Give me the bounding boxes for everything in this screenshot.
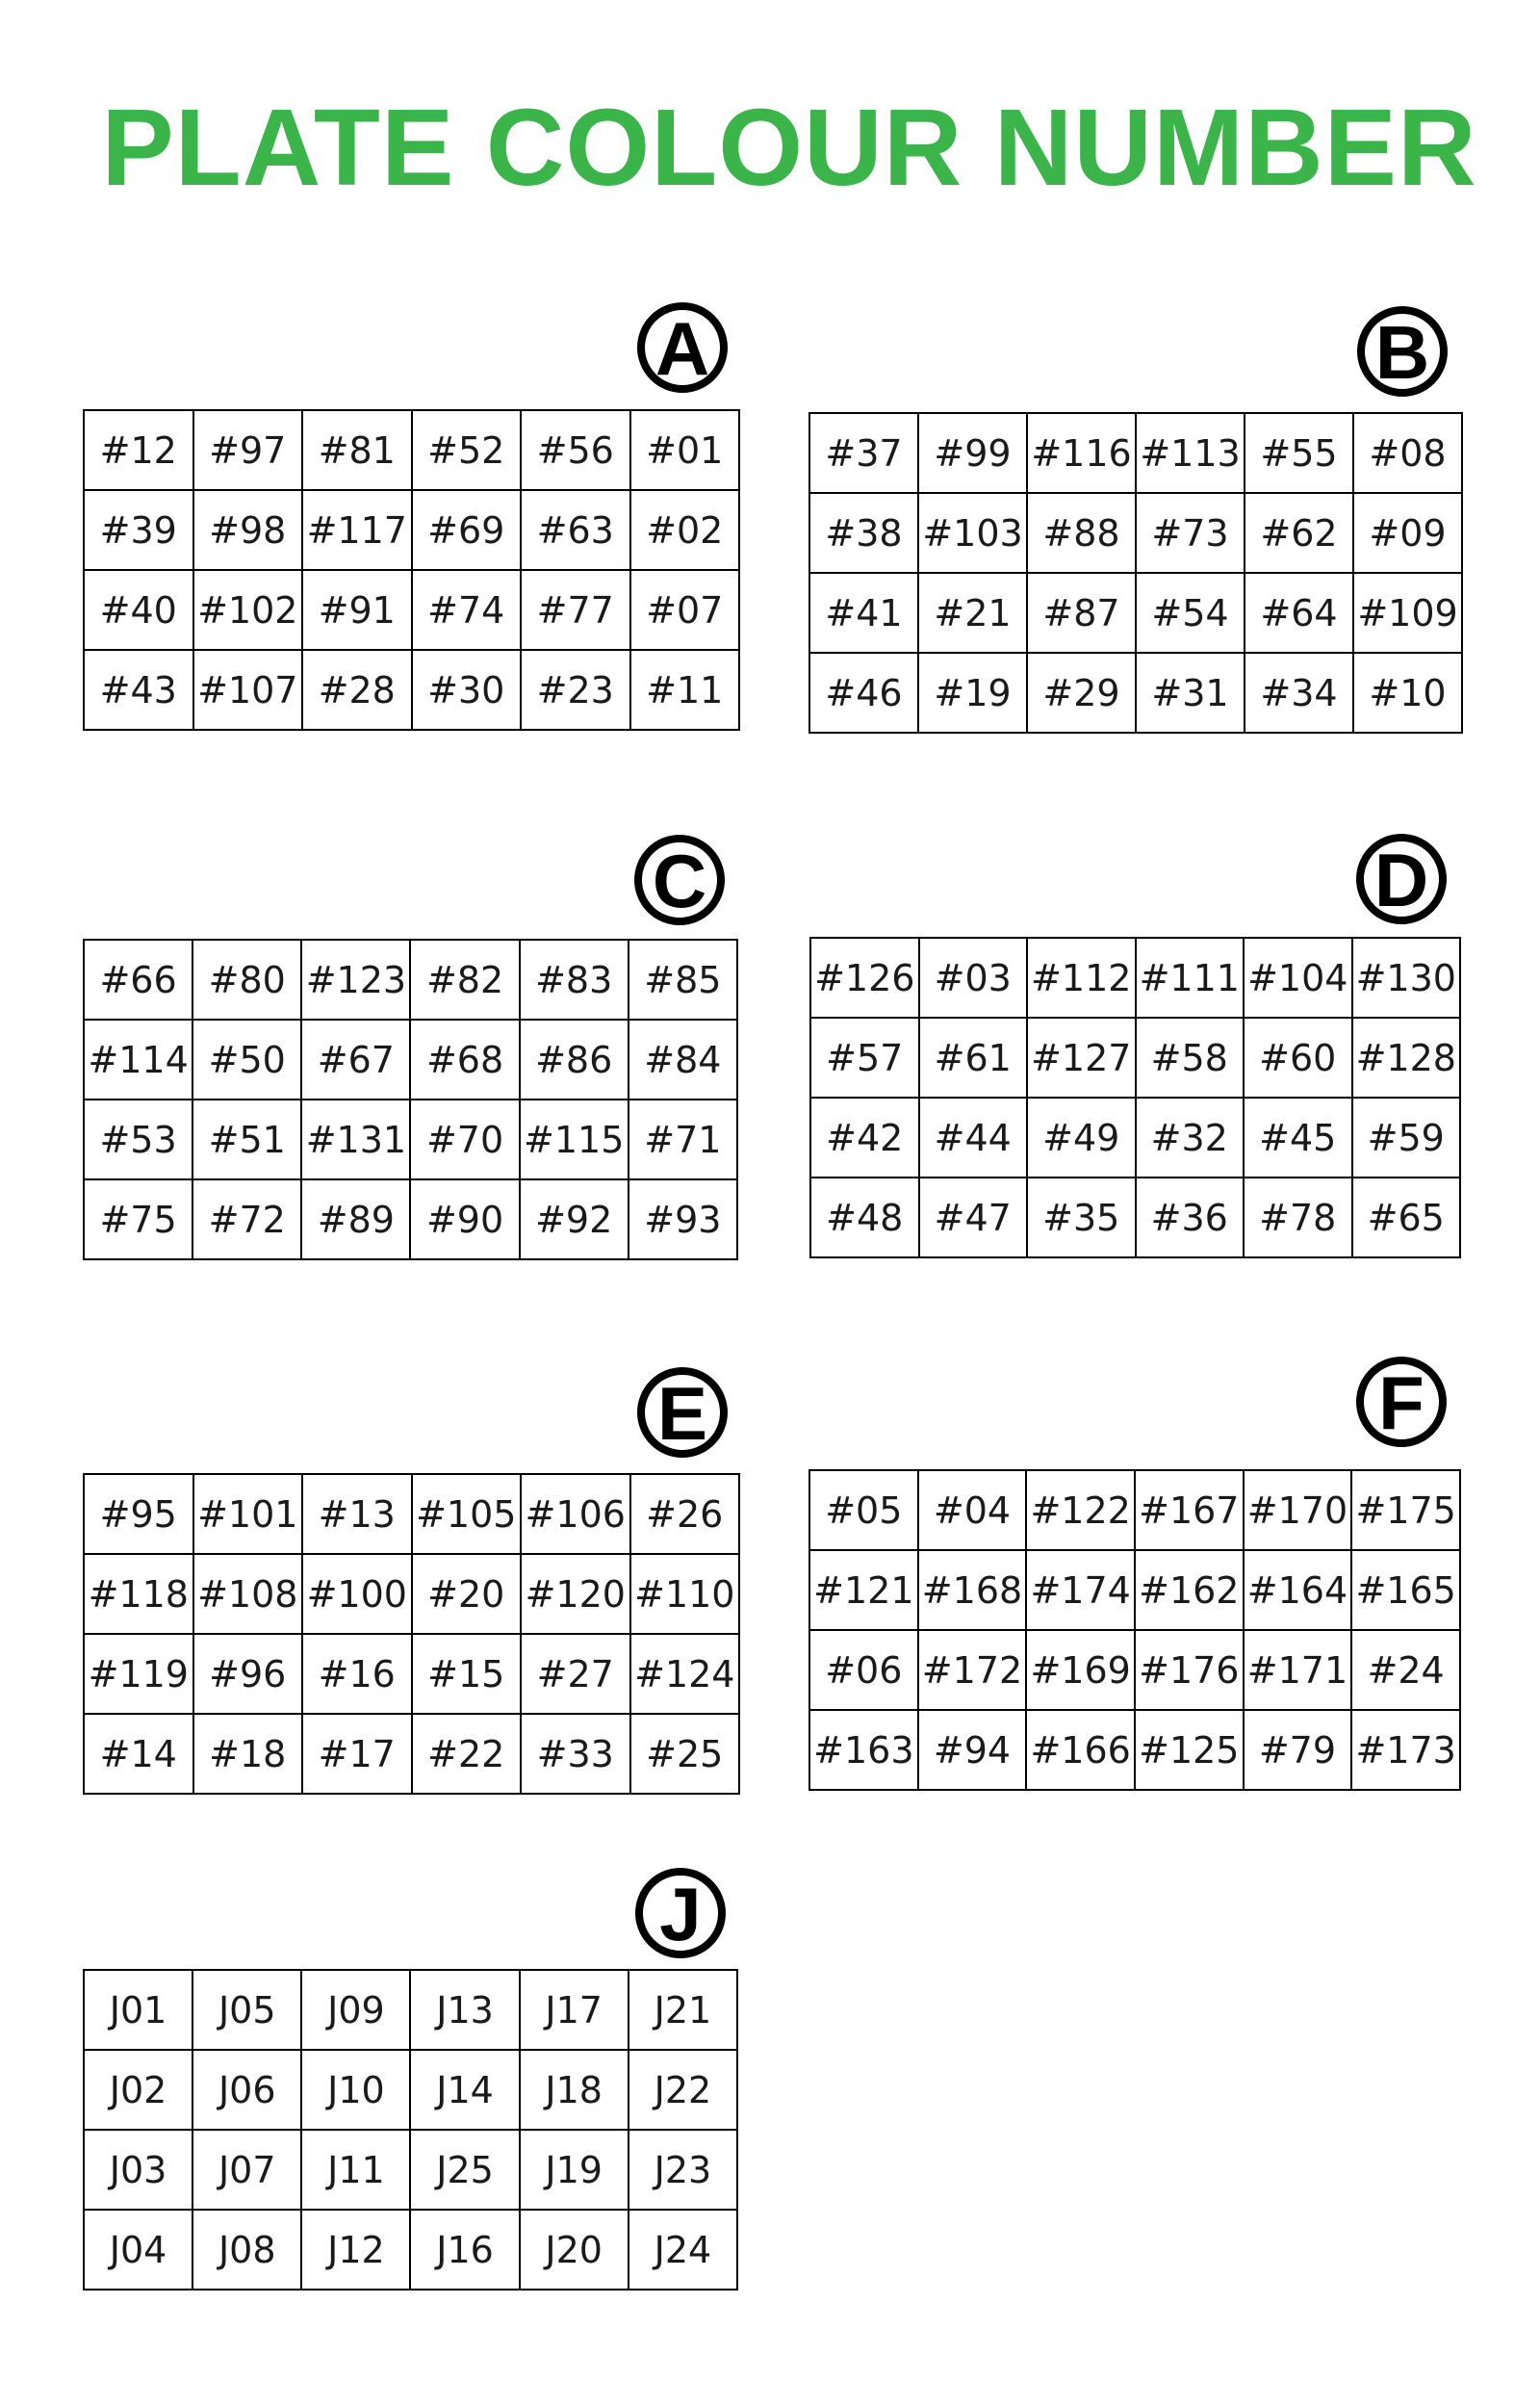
colour-number-cell: #69 (412, 490, 522, 570)
table-row (84, 1634, 739, 1714)
colour-number-cell: #35 (1027, 1178, 1136, 1257)
colour-number-cell: #22 (412, 1714, 522, 1794)
colour-number-cell: #117 (302, 490, 412, 570)
table-row (84, 1970, 737, 2050)
colour-number-cell: #57 (810, 1018, 919, 1098)
colour-number-cell: #19 (918, 653, 1027, 733)
colour-number-cell: #44 (919, 1098, 1028, 1178)
colour-number-cell: #70 (410, 1100, 519, 1179)
colour-number-cell: #24 (1351, 1630, 1460, 1710)
colour-number-cell: #124 (630, 1634, 740, 1714)
table-row (810, 938, 1460, 1018)
table-row (84, 1100, 737, 1179)
plate-table (83, 939, 738, 1260)
colour-number-cell: #102 (193, 570, 303, 650)
colour-number-cell: #68 (410, 1020, 519, 1100)
colour-number-cell: J08 (192, 2210, 301, 2290)
colour-number-cell: #116 (1027, 413, 1136, 493)
colour-number-cell: #165 (1351, 1550, 1460, 1630)
table-row (84, 2210, 737, 2290)
colour-number-cell: #66 (84, 940, 192, 1020)
table-row (84, 570, 739, 650)
colour-number-cell: #09 (1353, 493, 1462, 573)
colour-number-cell: #40 (84, 570, 193, 650)
colour-number-cell: #14 (84, 1714, 193, 1794)
colour-number-cell: #37 (809, 413, 918, 493)
colour-number-cell: #64 (1245, 573, 1353, 653)
plate-table (83, 1473, 740, 1795)
colour-number-cell: #74 (412, 570, 522, 650)
colour-number-cell: #115 (520, 1100, 629, 1179)
colour-number-cell: #118 (84, 1554, 193, 1634)
colour-number-cell: #43 (84, 650, 193, 730)
table-row (84, 1554, 739, 1634)
colour-number-cell: #10 (1353, 653, 1462, 733)
plate-table (809, 937, 1461, 1258)
colour-number-cell: #128 (1352, 1018, 1461, 1098)
colour-number-cell: #50 (192, 1020, 301, 1100)
colour-number-cell: #65 (1352, 1178, 1461, 1257)
colour-number-cell: #75 (84, 1179, 192, 1259)
table-row (84, 2130, 737, 2210)
colour-number-cell: #13 (302, 1474, 412, 1554)
plate-table (83, 1969, 738, 2291)
colour-number-cell: #163 (809, 1710, 918, 1790)
table-row (809, 1630, 1460, 1710)
colour-number-cell: #07 (630, 570, 740, 650)
colour-number-cell: #107 (193, 650, 303, 730)
colour-number-cell: #82 (410, 940, 519, 1020)
colour-number-cell: #120 (521, 1554, 630, 1634)
colour-number-cell: J05 (192, 1970, 301, 2050)
colour-number-cell: #53 (84, 1100, 192, 1179)
colour-number-cell: #11 (630, 650, 740, 730)
colour-number-cell: #77 (521, 570, 630, 650)
colour-number-cell: #84 (629, 1020, 737, 1100)
colour-number-cell: #20 (412, 1554, 522, 1634)
colour-number-cell: #127 (1027, 1018, 1136, 1098)
plate-letter-badge: C (634, 835, 725, 925)
table-row (809, 1710, 1460, 1790)
colour-number-cell: #166 (1026, 1710, 1135, 1790)
table-row (84, 490, 739, 570)
plate-letter-badge: D (1356, 834, 1447, 924)
colour-number-cell: #02 (630, 490, 740, 570)
colour-number-cell: #99 (918, 413, 1027, 493)
colour-number-cell: #28 (302, 650, 412, 730)
colour-number-cell: J10 (301, 2050, 410, 2130)
colour-number-cell: #87 (1027, 573, 1136, 653)
plate-letter-badge: E (637, 1367, 728, 1458)
table-row (84, 940, 737, 1020)
colour-number-cell: #126 (810, 938, 919, 1018)
colour-number-cell: J13 (410, 1970, 519, 2050)
colour-number-cell: #60 (1244, 1018, 1352, 1098)
colour-number-cell: #62 (1245, 493, 1353, 573)
colour-number-cell: #72 (192, 1179, 301, 1259)
colour-number-cell: #92 (520, 1179, 629, 1259)
colour-number-cell: J22 (629, 2050, 737, 2130)
colour-number-cell: #25 (630, 1714, 740, 1794)
table-row (84, 1714, 739, 1794)
colour-number-cell: #33 (521, 1714, 630, 1794)
colour-number-cell: #168 (918, 1550, 1027, 1630)
colour-number-cell: #97 (193, 410, 303, 490)
colour-number-cell: #164 (1244, 1550, 1352, 1630)
colour-number-cell: #104 (1244, 938, 1352, 1018)
table-row (84, 410, 739, 490)
colour-number-cell: #125 (1135, 1710, 1244, 1790)
colour-number-cell: #162 (1135, 1550, 1244, 1630)
colour-number-cell: #78 (1244, 1178, 1352, 1257)
colour-number-cell: J21 (629, 1970, 737, 2050)
table-row (809, 493, 1462, 573)
colour-number-cell: #174 (1026, 1550, 1135, 1630)
colour-number-cell: #103 (918, 493, 1027, 573)
colour-number-cell: J12 (301, 2210, 410, 2290)
table-row (809, 413, 1462, 493)
colour-number-cell: #79 (1244, 1710, 1352, 1790)
colour-number-cell: #08 (1353, 413, 1462, 493)
colour-number-cell: #41 (809, 573, 918, 653)
plate-letter-badge: F (1356, 1357, 1447, 1447)
colour-number-cell: #112 (1027, 938, 1136, 1018)
colour-number-cell: #63 (521, 490, 630, 570)
colour-number-cell: #32 (1136, 1098, 1245, 1178)
colour-number-cell: #45 (1244, 1098, 1352, 1178)
colour-number-cell: #131 (301, 1100, 410, 1179)
colour-number-cell: #49 (1027, 1098, 1136, 1178)
colour-number-cell: #26 (630, 1474, 740, 1554)
colour-number-cell: #90 (410, 1179, 519, 1259)
colour-number-cell: #123 (301, 940, 410, 1020)
colour-number-cell: J02 (84, 2050, 192, 2130)
colour-number-cell: J06 (192, 2050, 301, 2130)
colour-number-cell: #119 (84, 1634, 193, 1714)
table-row (810, 1178, 1460, 1257)
colour-number-cell: #03 (919, 938, 1028, 1018)
table-row (84, 1020, 737, 1100)
colour-number-cell: #85 (629, 940, 737, 1020)
colour-number-cell: J18 (520, 2050, 629, 2130)
colour-number-cell: J23 (629, 2130, 737, 2210)
plate-table (808, 412, 1463, 734)
colour-number-cell: J25 (410, 2130, 519, 2210)
colour-number-cell: #34 (1245, 653, 1353, 733)
colour-number-cell: #169 (1026, 1630, 1135, 1710)
colour-number-cell: #58 (1136, 1018, 1245, 1098)
table-row (809, 1550, 1460, 1630)
colour-number-cell: #105 (412, 1474, 522, 1554)
colour-number-cell: #83 (520, 940, 629, 1020)
colour-number-cell: #36 (1136, 1178, 1245, 1257)
table-row (84, 2050, 737, 2130)
colour-number-cell: #12 (84, 410, 193, 490)
colour-number-cell: #101 (193, 1474, 303, 1554)
colour-number-cell: #56 (521, 410, 630, 490)
colour-number-cell: J07 (192, 2130, 301, 2210)
colour-number-cell: #108 (193, 1554, 303, 1634)
table-row (809, 653, 1462, 733)
plate-table (808, 1469, 1461, 1791)
colour-number-cell: J17 (520, 1970, 629, 2050)
colour-number-cell: #05 (809, 1470, 918, 1550)
colour-number-cell: #106 (521, 1474, 630, 1554)
colour-number-cell: #61 (919, 1018, 1028, 1098)
plate-table (83, 409, 740, 731)
colour-number-cell: #55 (1245, 413, 1353, 493)
colour-number-cell: #86 (520, 1020, 629, 1100)
colour-number-cell: #173 (1351, 1710, 1460, 1790)
colour-number-cell: #80 (192, 940, 301, 1020)
table-row (84, 650, 739, 730)
colour-number-cell: #94 (918, 1710, 1027, 1790)
colour-number-cell: J11 (301, 2130, 410, 2210)
colour-number-cell: #47 (919, 1178, 1028, 1257)
table-row (810, 1098, 1460, 1178)
colour-number-cell: #89 (301, 1179, 410, 1259)
table-row (809, 1470, 1460, 1550)
colour-number-cell: #71 (629, 1100, 737, 1179)
colour-number-cell: #73 (1136, 493, 1245, 573)
colour-number-cell: #91 (302, 570, 412, 650)
colour-number-cell: #30 (412, 650, 522, 730)
colour-number-cell: #27 (521, 1634, 630, 1714)
colour-number-cell: #18 (193, 1714, 303, 1794)
table-row (809, 573, 1462, 653)
colour-number-cell: #170 (1244, 1470, 1352, 1550)
colour-number-cell: #59 (1352, 1098, 1461, 1178)
colour-number-cell: #04 (918, 1470, 1027, 1550)
page-title: PLATE COLOUR NUMBER (101, 87, 1477, 208)
colour-number-cell: #52 (412, 410, 522, 490)
colour-number-cell: #42 (810, 1098, 919, 1178)
colour-number-cell: #113 (1136, 413, 1245, 493)
colour-number-cell: #38 (809, 493, 918, 573)
colour-number-cell: #48 (810, 1178, 919, 1257)
colour-number-cell: #171 (1244, 1630, 1352, 1710)
colour-number-cell: #95 (84, 1474, 193, 1554)
colour-number-cell: #51 (192, 1100, 301, 1179)
colour-number-cell: #01 (630, 410, 740, 490)
colour-number-cell: #111 (1136, 938, 1245, 1018)
colour-number-cell: #172 (918, 1630, 1027, 1710)
colour-number-cell: #31 (1136, 653, 1245, 733)
colour-number-cell: J16 (410, 2210, 519, 2290)
colour-number-cell: J20 (520, 2210, 629, 2290)
colour-number-cell: #130 (1352, 938, 1461, 1018)
colour-number-cell: #54 (1136, 573, 1245, 653)
colour-number-cell: #06 (809, 1630, 918, 1710)
colour-number-cell: #81 (302, 410, 412, 490)
table-row (810, 1018, 1460, 1098)
colour-number-cell: #114 (84, 1020, 192, 1100)
colour-number-cell: J01 (84, 1970, 192, 2050)
colour-number-cell: J24 (629, 2210, 737, 2290)
colour-number-cell: #121 (809, 1550, 918, 1630)
colour-number-cell: #21 (918, 573, 1027, 653)
colour-number-cell: #176 (1135, 1630, 1244, 1710)
colour-number-cell: #39 (84, 490, 193, 570)
table-row (84, 1474, 739, 1554)
colour-number-cell: #98 (193, 490, 303, 570)
table-row (84, 1179, 737, 1259)
colour-number-cell: #122 (1026, 1470, 1135, 1550)
colour-number-cell: #110 (630, 1554, 740, 1634)
colour-number-cell: #17 (302, 1714, 412, 1794)
colour-number-cell: #88 (1027, 493, 1136, 573)
plate-letter-badge: A (637, 302, 728, 393)
colour-number-cell: #15 (412, 1634, 522, 1714)
colour-number-cell: #29 (1027, 653, 1136, 733)
colour-number-cell: #109 (1353, 573, 1462, 653)
colour-number-cell: #46 (809, 653, 918, 733)
colour-number-cell: #67 (301, 1020, 410, 1100)
colour-number-cell: #100 (302, 1554, 412, 1634)
colour-number-cell: J03 (84, 2130, 192, 2210)
colour-number-cell: J04 (84, 2210, 192, 2290)
colour-number-cell: #16 (302, 1634, 412, 1714)
plate-letter-badge: B (1357, 306, 1448, 397)
colour-number-cell: #96 (193, 1634, 303, 1714)
colour-number-cell: #23 (521, 650, 630, 730)
colour-number-cell: #93 (629, 1179, 737, 1259)
plate-letter-badge: J (635, 1868, 726, 1958)
colour-number-cell: J09 (301, 1970, 410, 2050)
colour-number-cell: #175 (1351, 1470, 1460, 1550)
colour-number-cell: #167 (1135, 1470, 1244, 1550)
colour-number-cell: J14 (410, 2050, 519, 2130)
colour-number-cell: J19 (520, 2130, 629, 2210)
